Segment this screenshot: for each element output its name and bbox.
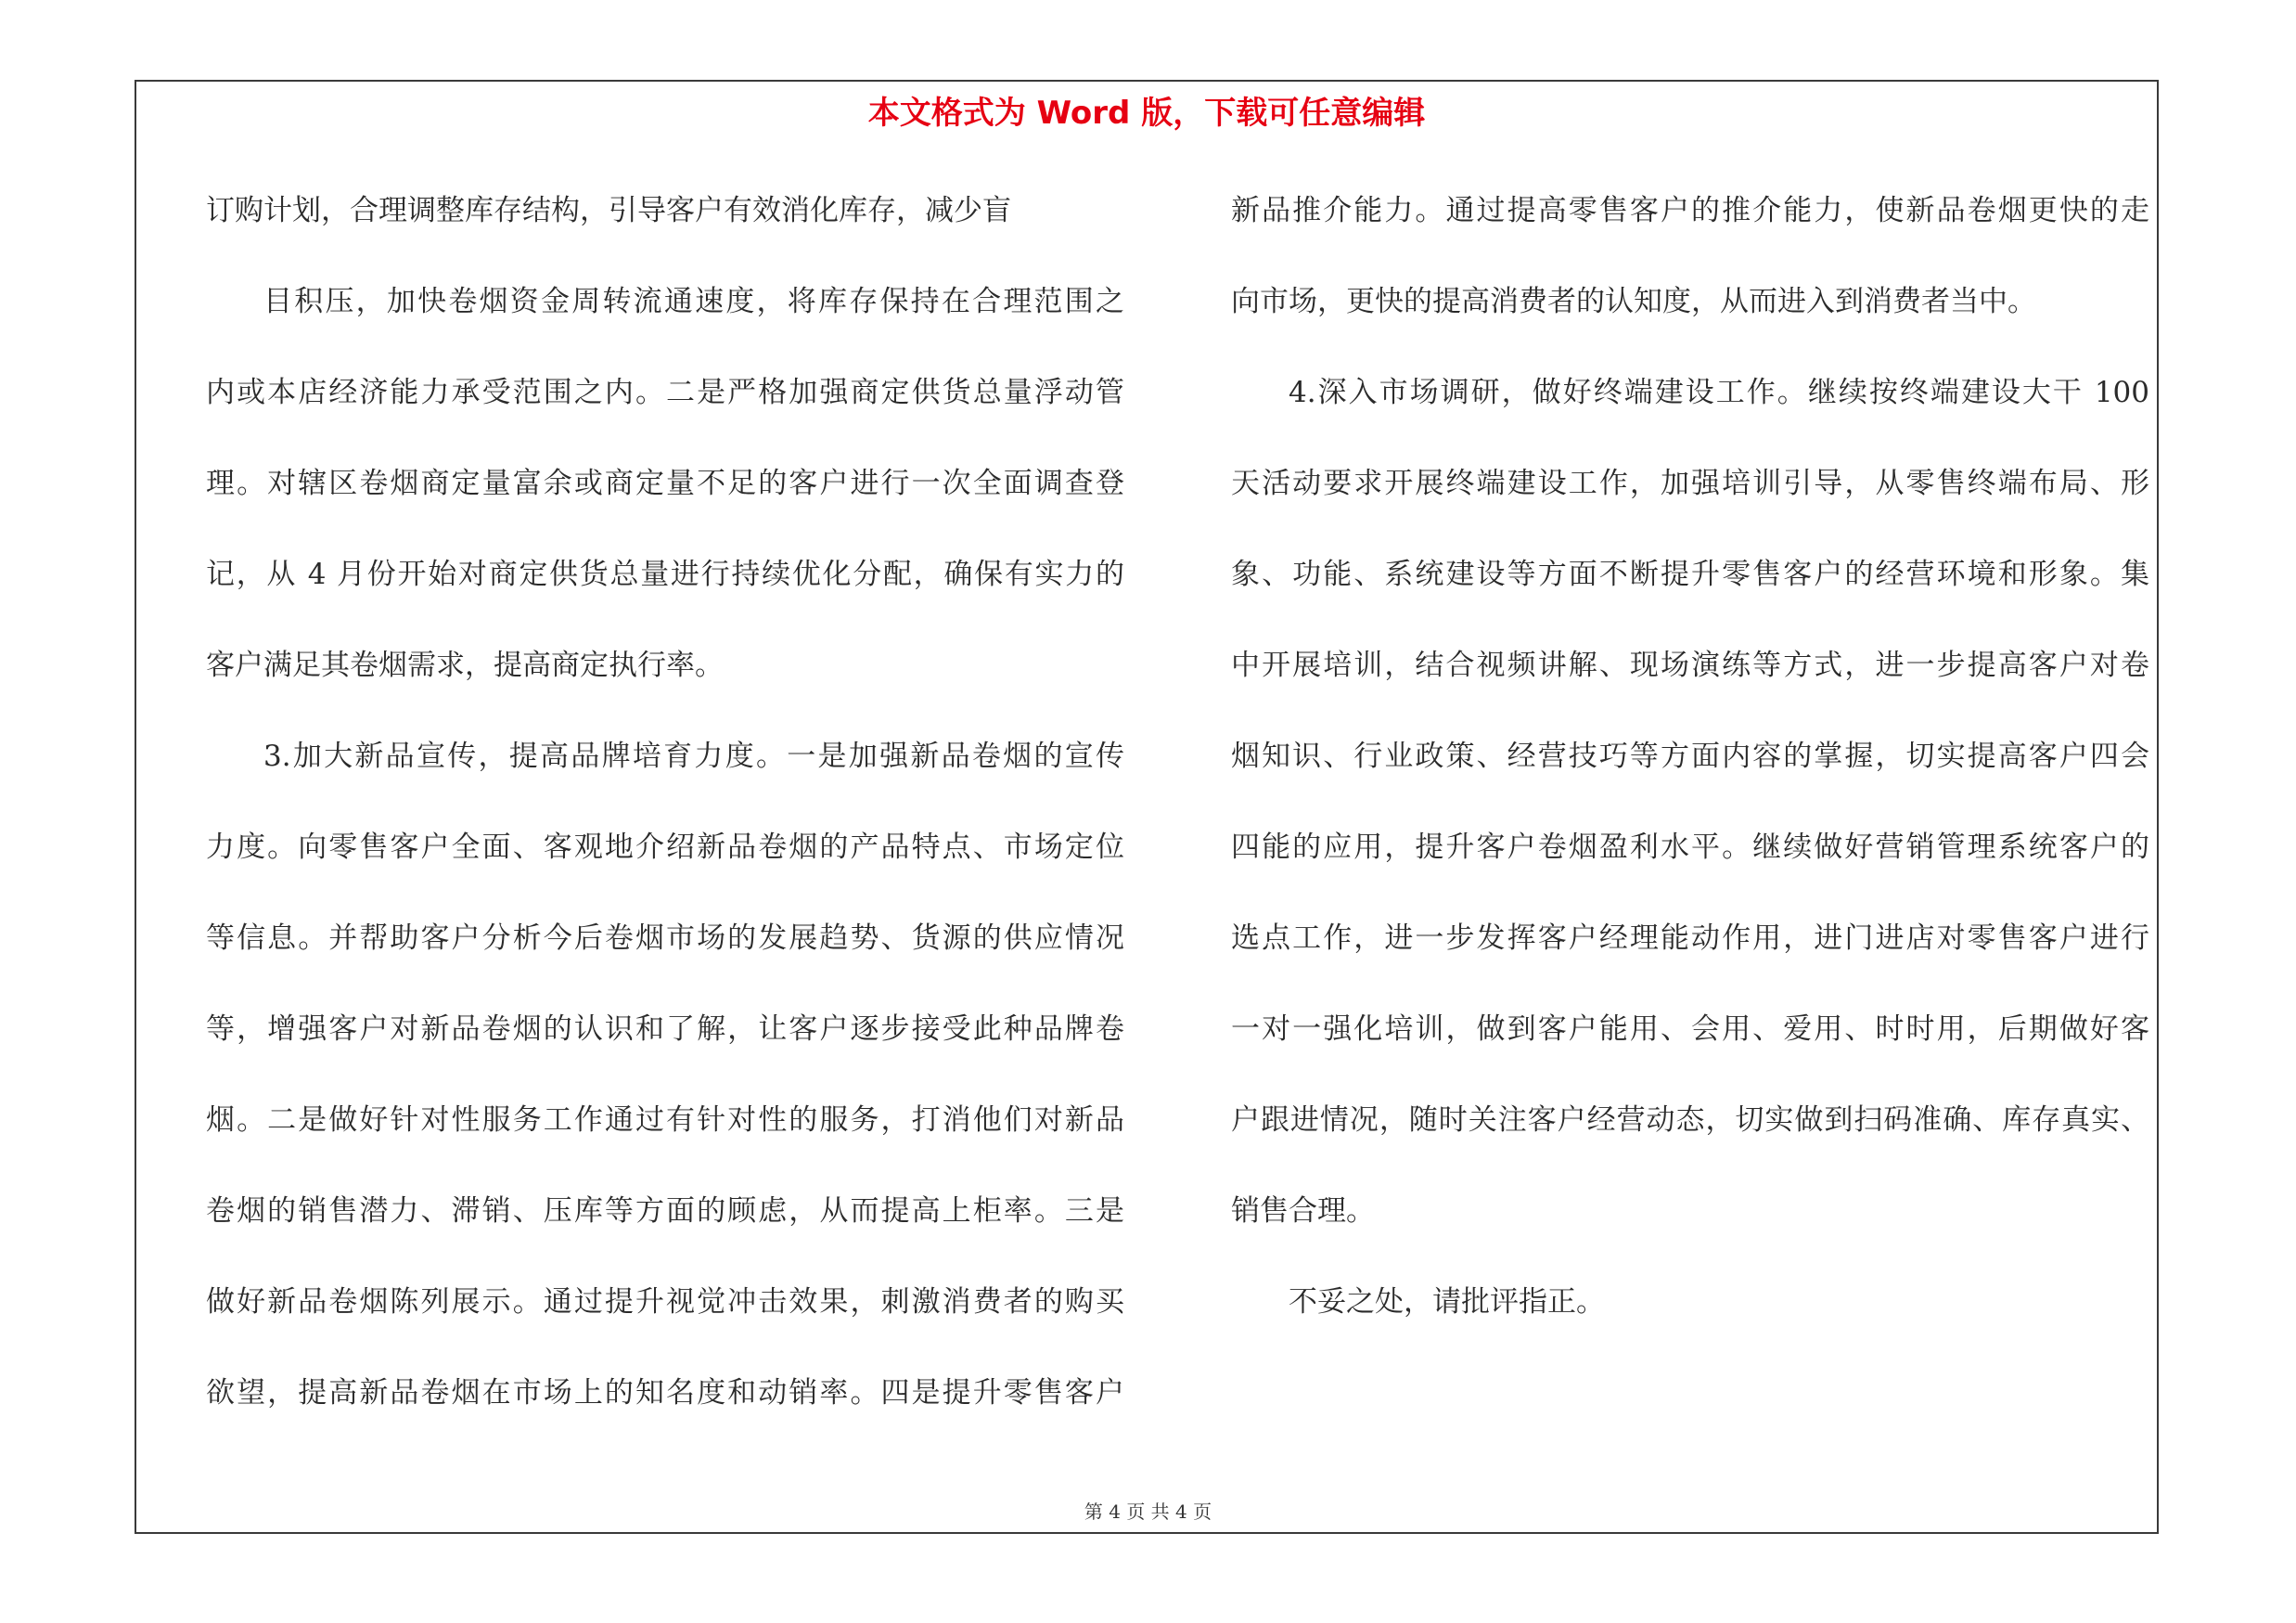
text-line: 4.深入市场调研，做好终端建设工作。继续按终端建设大干 100 [1289, 376, 2149, 409]
text-line: 户跟进情况，随时关注客户经营动态，切实做到扫码准确、库存真实、 [1231, 1103, 2149, 1137]
text-line: 力度。向零售客户全面、客观地介绍新品卷烟的产品特点、市场定位 [206, 831, 1124, 864]
text-line: 3.加大新品宣传，提高品牌培育力度。一是加强新品卷烟的宣传 [263, 740, 1124, 773]
right-column [1231, 182, 2149, 1364]
text-line: 客户满足其卷烟需求，提高商定执行率。 [206, 649, 724, 682]
text-line: 四能的应用，提升客户卷烟盈利水平。继续做好营销管理系统客户的 [1231, 831, 2149, 864]
text-line: 烟知识、行业政策、经营技巧等方面内容的掌握，切实提高客户四会 [1231, 740, 2149, 773]
text-line: 卷烟的销售潜力、滞销、压库等方面的顾虑，从而提高上柜率。三是 [206, 1194, 1124, 1228]
text-line: 天活动要求开展终端建设工作，加强培训引导，从零售终端布局、形 [1231, 467, 2149, 500]
text-line: 一对一强化培训，做到客户能用、会用、爱用、时时用，后期做好客 [1231, 1012, 2149, 1046]
text-line: 做好新品卷烟陈列展示。通过提升视觉冲击效果，刺激消费者的购买 [206, 1285, 1124, 1319]
text-line: 向市场，更快的提高消费者的认知度，从而进入到消费者当中。 [1231, 285, 2036, 318]
header-banner: 本文格式为 Word 版，下载可任意编辑 [867, 95, 1426, 132]
text-line: 销售合理。 [1231, 1194, 1375, 1228]
text-line: 烟。二是做好针对性服务工作通过有针对性的服务，打消他们对新品 [206, 1103, 1124, 1137]
text-line: 不妥之处，请批评指正。 [1289, 1285, 1605, 1319]
text-line: 目积压，加快卷烟资金周转流通速度，将库存保持在合理范围之 [263, 285, 1124, 318]
text-line: 中开展培训，结合视频讲解、现场演练等方式，进一步提高客户对卷 [1231, 649, 2149, 682]
text-line: 内或本店经济能力承受范围之内。二是严格加强商定供货总量浮动管 [206, 376, 1124, 409]
page-number-footer: 第 4 页 共 4 页 [1084, 1501, 1212, 1523]
text-line: 欲望，提高新品卷烟在市场上的知名度和动销率。四是提升零售客户 [206, 1376, 1124, 1410]
text-line: 订购计划，合理调整库存结构，引导客户有效消化库存，减少盲 [206, 194, 1011, 227]
left-column [206, 182, 1124, 1455]
text-line: 新品推介能力。通过提高零售客户的推介能力，使新品卷烟更快的走 [1231, 194, 2149, 227]
text-line: 理。对辖区卷烟商定量富余或商定量不足的客户进行一次全面调查登 [206, 467, 1124, 500]
text-line: 等，增强客户对新品卷烟的认识和了解，让客户逐步接受此种品牌卷 [206, 1012, 1124, 1046]
text-line: 记，从 4 月份开始对商定供货总量进行持续优化分配，确保有实力的 [206, 558, 1124, 591]
text-line: 选点工作，进一步发挥客户经理能动作用，进门进店对零售客户进行 [1231, 921, 2149, 955]
text-line: 等信息。并帮助客户分析今后卷烟市场的发展趋势、货源的供应情况 [206, 921, 1124, 955]
text-line: 象、功能、系统建设等方面不断提升零售客户的经营环境和形象。集 [1231, 558, 2149, 591]
